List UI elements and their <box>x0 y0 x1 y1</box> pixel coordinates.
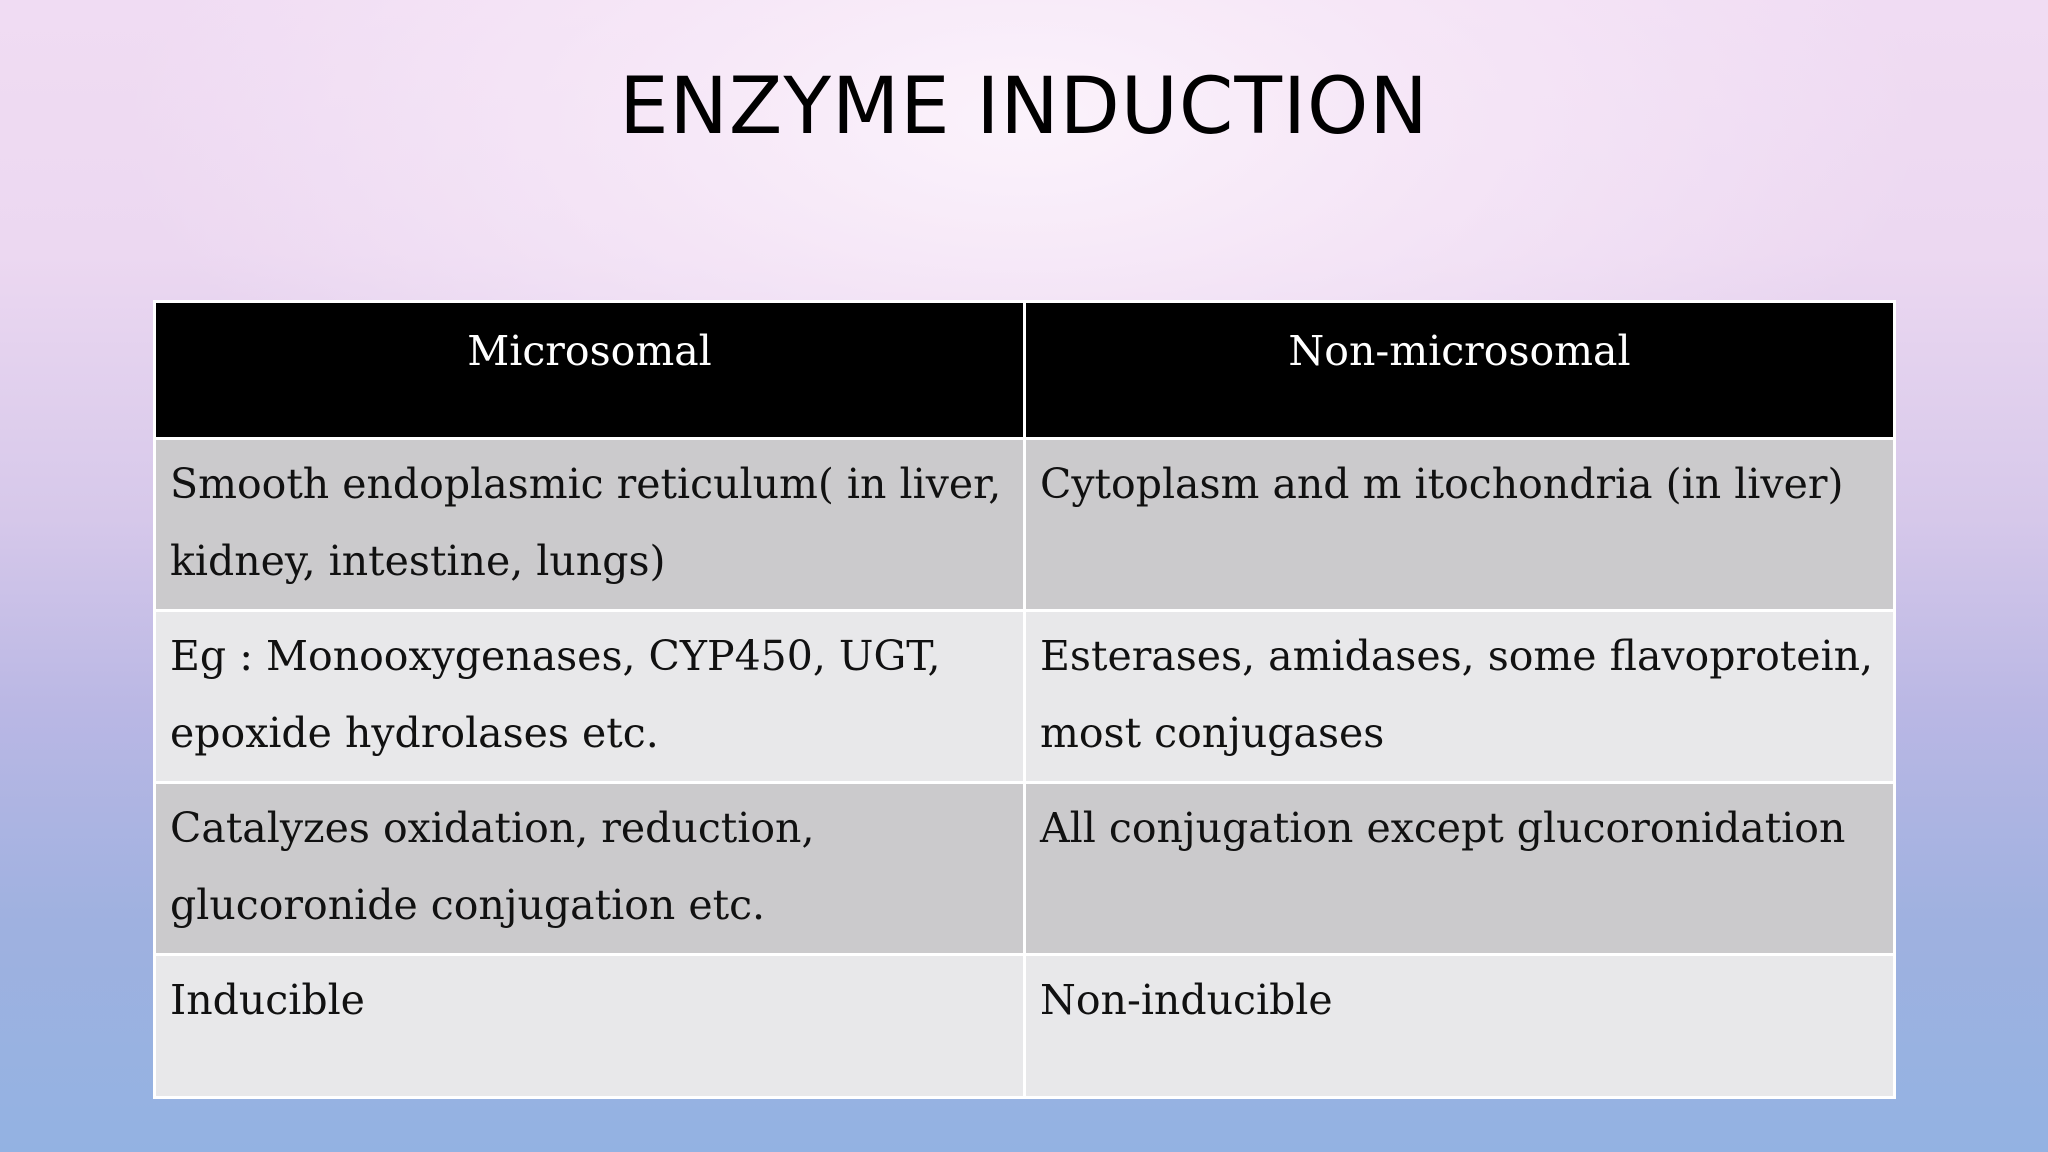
header-microsomal: Microsomal <box>155 302 1025 439</box>
cell-non-microsomal-location: Cytoplasm and m itochondria (in liver) <box>1025 439 1895 611</box>
cell-microsomal-examples: Eg : Monooxygenases, CYP450, UGT, epoxide hydrolases etc. <box>155 611 1025 783</box>
cell-microsomal-location: Smooth endoplasmic reticulum( in liver, kidney, intestine, lungs) <box>155 439 1025 611</box>
cell-microsomal-inducibility: Inducible <box>155 955 1025 1098</box>
cell-non-microsomal-examples: Esterases, amidases, some flavoprotein, most conjugases <box>1025 611 1895 783</box>
table-header-row <box>155 302 1895 439</box>
table-row <box>155 955 1895 1098</box>
slide-title: ENZYME INDUCTION <box>619 62 1429 152</box>
cell-non-microsomal-reactions: All conjugation except glucoronidation <box>1025 783 1895 955</box>
table-row <box>155 783 1895 955</box>
table-row <box>155 439 1895 611</box>
cell-non-microsomal-inducibility: Non-inducible <box>1025 955 1895 1098</box>
header-non-microsomal: Non-microsomal <box>1025 302 1895 439</box>
table-row <box>155 611 1895 783</box>
cell-microsomal-reactions: Catalyzes oxidation, reduction, glucoronide conjugation etc. <box>155 783 1025 955</box>
comparison-table <box>153 300 1896 1099</box>
